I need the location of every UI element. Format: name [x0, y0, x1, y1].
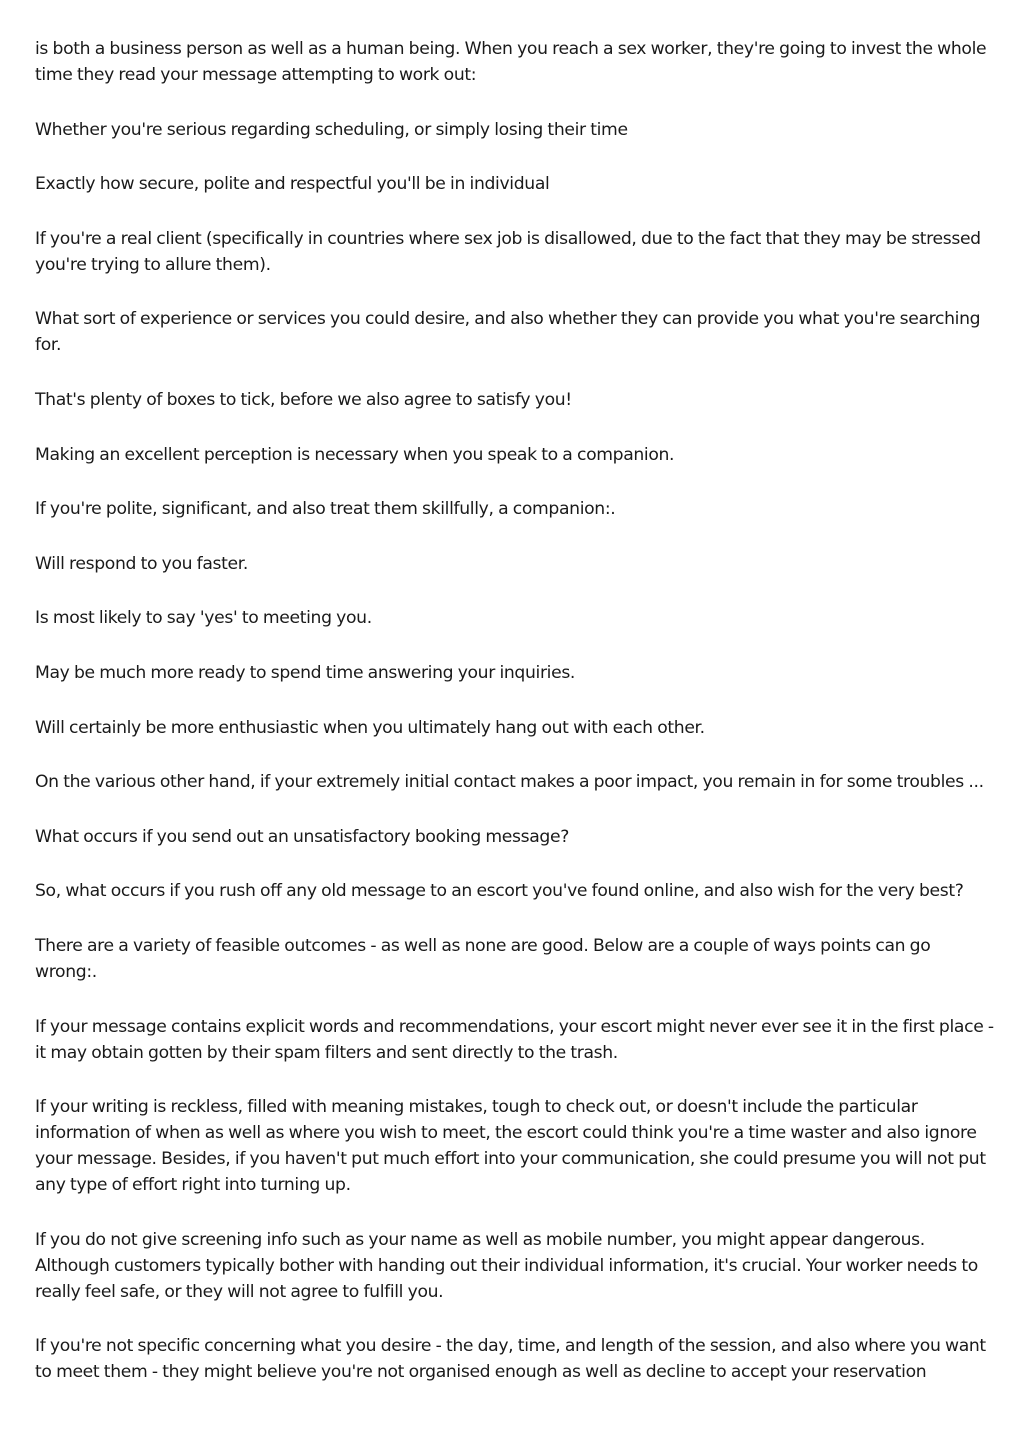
paragraph: Will respond to you faster. — [35, 553, 249, 574]
document-body — [35, 36, 995, 1414]
paragraph: Whether you're serious regarding scheduling, or simply losing their time — [35, 119, 628, 140]
paragraph: On the various other hand, if your extremely initial contact makes a poor impact, you remain in for some troubles ... — [35, 772, 984, 793]
paragraph: So, what occurs if you rush off any old message to an escort you've found online, and also wish for the very best? — [35, 881, 964, 902]
paragraph: is both a business person as well as a human being. When you reach a sex worker, they're going to invest the whole time they read your message attempting to work out: — [35, 39, 987, 85]
paragraph: Is most likely to say 'yes' to meeting you. — [35, 608, 372, 629]
paragraph: Will certainly be more enthusiastic when you ultimately hang out with each other. — [35, 717, 705, 738]
paragraph: If your writing is reckless, filled with meaning mistakes, tough to check out, or doesn't include the particular information of when as well as where you wish to meet, the escort could think you're a time waster and also ignore your message. Besides, if you haven't put much effort into your communication, she could presume you will not put any type of effort right into turning up. — [35, 1097, 986, 1196]
paragraph: There are a variety of feasible outcomes - as well as none are good. Below are a couple of ways points can go wrong:. — [35, 935, 931, 982]
paragraph: Making an excellent perception is necessary when you speak to a companion. — [35, 444, 675, 465]
paragraph: If you're not specific concerning what you desire - the day, time, and length of the session, and also where you want to meet them - they might believe you're not organised enough as well as decline to accept your reservation — [35, 1336, 986, 1383]
paragraph: If you're polite, significant, and also treat them skillfully, a companion:. — [35, 499, 616, 520]
paragraph: That's plenty of boxes to tick, before we also agree to satisfy you! — [35, 389, 572, 410]
paragraph: If you're a real client (specifically in countries where sex job is disallowed, due to the fact that they may be stressed you're trying to allure them). — [35, 228, 981, 275]
paragraph: What sort of experience or services you could desire, and also whether they can provide you what you're searching for. — [35, 309, 981, 356]
paragraph: Exactly how secure, polite and respectful you'll be in individual — [35, 174, 550, 195]
paragraph: If your message contains explicit words and recommendations, your escort might never ever see it in the first place - it may obtain gotten by their spam filters and sent directly to the trash. — [35, 1016, 994, 1063]
paragraph: May be much more ready to spend time answering your inquiries. — [35, 662, 576, 683]
paragraph: What occurs if you send out an unsatisfactory booking message? — [35, 826, 569, 847]
paragraph: If you do not give screening info such as your name as well as mobile number, you might appear dangerous. Although customers typically bother with handing out their individual information, it's crucial. Your worker needs to really feel safe, or they will not agree to fulfill you. — [35, 1229, 978, 1302]
